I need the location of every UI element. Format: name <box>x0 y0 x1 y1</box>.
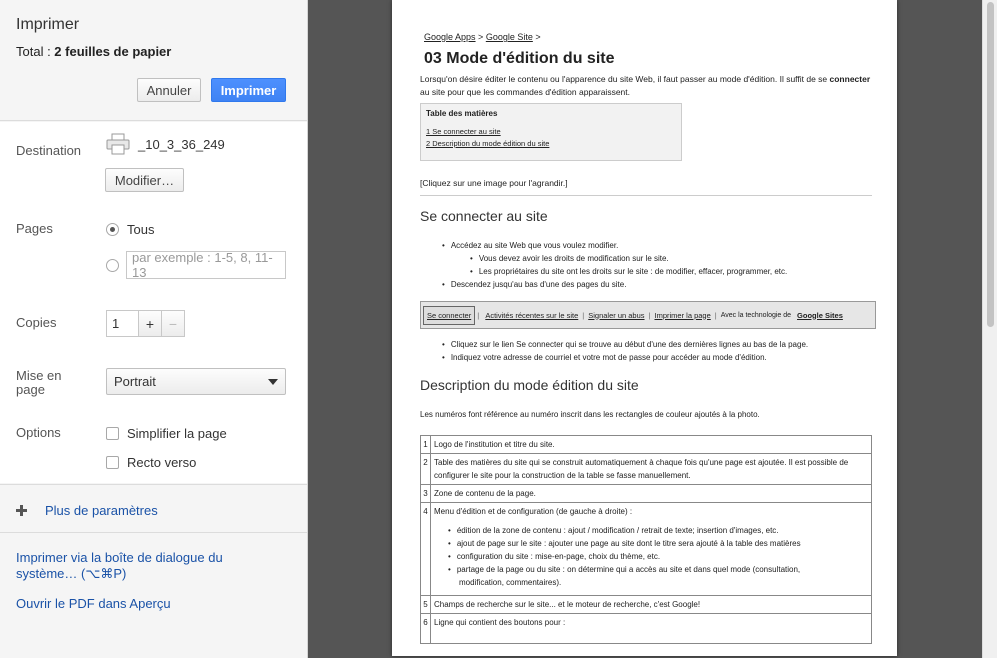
pages-range-input[interactable]: par exemple : 1-5, 8, 11-13 <box>126 251 286 279</box>
bar-separator: | <box>648 310 651 320</box>
document-title: 03 Mode d'édition du site <box>424 50 615 67</box>
list-item-text: partage de la page ou du site : on détermine qui a accès au site et dans quel mode (consultation, <box>456 565 801 574</box>
bullet-list <box>442 239 787 291</box>
system-dialog-link[interactable]: Imprimer via la boîte de dialogue du système… (⌥⌘P) <box>16 550 223 581</box>
list-item-text: modification, commentaires). <box>459 578 562 587</box>
chevron-down-icon <box>268 379 278 385</box>
table-of-contents <box>420 103 682 161</box>
plus-icon <box>16 505 27 516</box>
intro-text: Lorsqu'on désire éditer le contenu ou l'apparence du site Web, il faut passer au mode d'édition. Il suffit de se <box>420 74 830 84</box>
list-item <box>448 563 868 589</box>
row-number: 6 <box>421 614 431 644</box>
preview-page <box>392 0 897 656</box>
breadcrumb <box>424 32 541 42</box>
print-header <box>0 0 307 121</box>
bar-brand: Google Sites <box>797 310 843 320</box>
list-item: • ajout de page sur le site : ajouter une page au site dont le titre sera ajouté à la table des matières <box>448 537 868 550</box>
layout-label: Mise en page <box>16 368 62 397</box>
list-item: • Descendez jusqu'au bas d'une des pages du site. <box>442 278 787 291</box>
printer-icon <box>106 133 130 155</box>
more-settings-row[interactable] <box>0 484 307 533</box>
simplify-checkbox[interactable] <box>106 427 119 440</box>
total-value: 2 feuilles de papier <box>54 44 172 59</box>
open-pdf-preview-link[interactable]: Ouvrir le PDF dans Aperçu <box>16 596 171 611</box>
bar-separator: | <box>714 310 717 320</box>
breadcrumb-separator: > <box>475 32 486 42</box>
options-label: Options <box>16 425 61 440</box>
row-number: 5 <box>421 596 431 614</box>
table-row <box>421 503 872 596</box>
intro-paragraph <box>420 73 880 99</box>
sheet-total <box>16 44 291 59</box>
modify-destination-button[interactable]: Modifier… <box>105 168 184 192</box>
duplex-checkbox[interactable] <box>106 456 119 469</box>
bar-abuse: Signaler un abus <box>588 310 645 320</box>
copies-decrement-button[interactable]: − <box>161 310 185 337</box>
total-label: Total : <box>16 44 55 59</box>
section-heading: Se connecter au site <box>420 208 548 224</box>
table-row <box>421 436 872 454</box>
row-text: Ligne qui contient des boutons pour : <box>431 614 872 644</box>
scrollbar-thumb[interactable] <box>987 2 994 327</box>
row-text: Champs de recherche sur le site... et le moteur de recherche, c'est Google! <box>431 596 872 614</box>
table-row <box>421 614 872 644</box>
list-item: • Indiquez votre adresse de courriel et votre mot de passe pour accéder au mode d'édition. <box>442 351 808 364</box>
toc-item: 2 Description du mode édition du site <box>426 139 550 148</box>
intro-text: au site pour que les commandes d'édition apparaissent. <box>420 87 631 97</box>
bar-print: Imprimer la page <box>654 310 711 320</box>
cancel-button[interactable]: Annuler <box>137 78 201 102</box>
row-text <box>431 503 872 596</box>
row-number: 1 <box>421 436 431 454</box>
bar-connect: Se connecter <box>423 306 475 325</box>
row-text: Menu d'édition et de configuration (de gauche à droite) : <box>434 507 633 516</box>
list-item: • Vous devez avoir les droits de modification sur le site. <box>470 252 787 265</box>
row-number: 2 <box>421 454 431 485</box>
pages-label: Pages <box>16 221 53 236</box>
site-footer-bar-image <box>420 301 876 329</box>
toc-item: 1 Se connecter au site <box>426 127 501 136</box>
list-item: • Cliquez sur le lien Se connecter qui se trouve au début d'une des dernières lignes au bas de la page. <box>442 338 808 351</box>
copies-increment-button[interactable]: + <box>138 310 162 337</box>
toc-title: Table des matières <box>426 109 498 118</box>
row-text: Table des matières du site qui se construit automatiquement à chaque fois qu'une page est ajoutée. Il est possible de configurer le site pour la construction de la table se fasse manuellement. <box>431 454 872 485</box>
bullet-list <box>442 338 808 364</box>
printer-name: _10_3_36_249 <box>138 137 225 152</box>
breadcrumb-separator: > <box>532 32 541 42</box>
print-button[interactable]: Imprimer <box>211 78 286 102</box>
section-heading: Description du mode édition du site <box>420 377 639 393</box>
action-buttons <box>137 78 286 102</box>
pages-all-radio[interactable] <box>106 223 119 236</box>
layout-select[interactable] <box>106 368 286 395</box>
desc-note: Les numéros font référence au numéro inscrit dans les rectangles de couleur ajoutés à la photo. <box>420 410 760 419</box>
print-settings-sidebar <box>0 0 308 658</box>
description-table <box>420 435 872 644</box>
list-item: • configuration du site : mise-en-page, choix du thème, etc. <box>448 550 868 563</box>
pages-custom-radio[interactable] <box>106 259 119 272</box>
list-item: • édition de la zone de contenu : ajout / modification / retrait de texte; insertion d'images, etc. <box>448 524 868 537</box>
divider <box>420 195 872 196</box>
list-item: • Accédez au site Web que vous voulez modifier. <box>442 239 787 252</box>
row-number: 3 <box>421 485 431 503</box>
breadcrumb-item: Google Apps <box>424 32 476 42</box>
table-row <box>421 596 872 614</box>
layout-value: Portrait <box>114 374 156 389</box>
bar-recent: Activités récentes sur le site <box>485 310 579 320</box>
list-item: • Les propriétaires du site ont les droits sur le site : de modifier, effacer, programmer, etc. <box>470 265 787 278</box>
menu-list <box>434 518 868 593</box>
intro-bold: connecter <box>829 74 871 84</box>
copies-label: Copies <box>16 315 57 330</box>
row-number: 4 <box>421 503 431 596</box>
bar-separator: | <box>475 310 482 320</box>
bar-separator: | <box>582 310 585 320</box>
row-text: Logo de l'institution et titre du site. <box>431 436 872 454</box>
copies-input[interactable]: 1 <box>106 310 139 337</box>
click-note: [Cliquez sur une image pour l'agrandir.] <box>420 178 568 188</box>
bar-tech: Avec la technologie de <box>720 311 792 319</box>
row-text: Zone de contenu de la page. <box>431 485 872 503</box>
breadcrumb-item: Google Site <box>485 32 533 42</box>
preview-scrollbar[interactable] <box>982 0 997 658</box>
dialog-title: Imprimer <box>16 16 80 33</box>
duplex-label: Recto verso <box>127 455 197 470</box>
destination-label: Destination <box>16 143 82 158</box>
more-settings-link[interactable]: Plus de paramètres <box>45 503 158 518</box>
pages-all-label: Tous <box>127 222 155 237</box>
table-row <box>421 454 872 485</box>
simplify-label: Simplifier la page <box>127 426 227 441</box>
table-row <box>421 485 872 503</box>
